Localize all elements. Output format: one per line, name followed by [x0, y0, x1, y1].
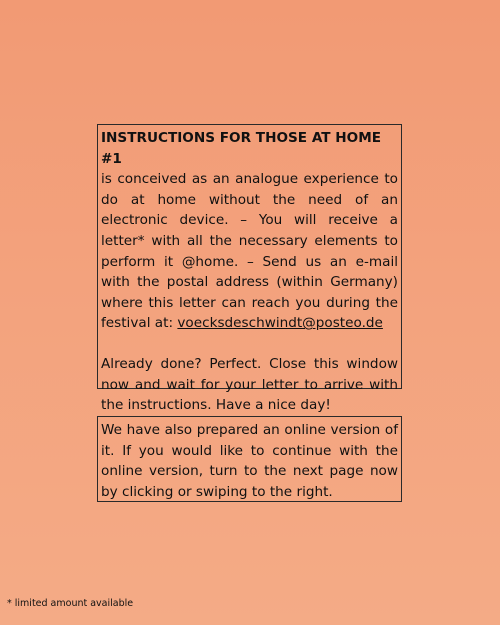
already-done-text: Already done? Perfect. Close this window now and wait for your letter to arrive with the instructions. Have a nice day! — [101, 355, 398, 414]
footnote: * limited amount available — [7, 598, 134, 609]
instructions-box — [97, 124, 402, 414]
email-link[interactable]: voecksdeschwindt@posteo.de — [177, 315, 383, 332]
instructions-title: INSTRUCTIONS FOR THOSE AT HOME #1 — [101, 130, 382, 167]
instructions-text: is conceived as an analogue experience to do at home without the need of an electronic device. – You will receive a letter* with all the necessary elements to perform it @home. – Send us an e-mail with the postal address (within Germany) where this letter can reach you during the festival at: — [101, 171, 398, 332]
paragraph-spacer — [101, 334, 398, 354]
online-version-box — [97, 416, 402, 502]
online-version-text: We have also prepared an online version of it. If you would like to continue with the online version, turn to the next page now by clicking or swiping to the right. — [101, 422, 398, 500]
